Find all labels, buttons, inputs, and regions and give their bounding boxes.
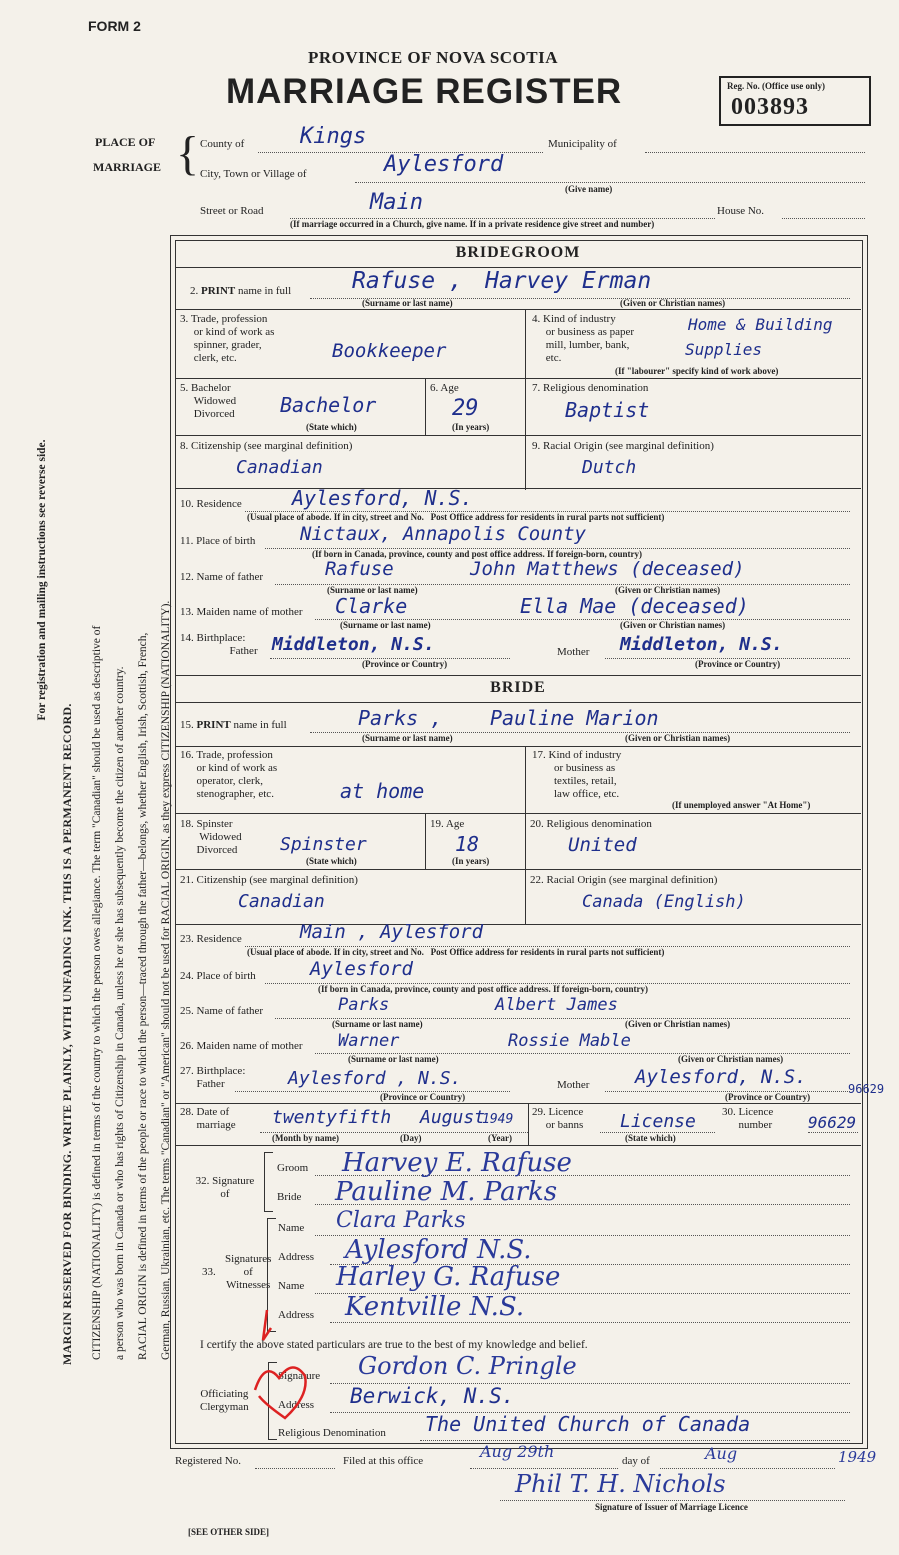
margin-line-3: CITIZENSHIP (NATIONALITY) is defined in terms of the country to which the person owes allegiance. The term "Canadian" should be used as descriptive of bbox=[91, 625, 103, 1360]
groom-trade: Bookkeeper bbox=[332, 340, 447, 362]
field-24-num: 24. bbox=[180, 970, 194, 982]
groom-surname: Rafuse , bbox=[352, 268, 463, 294]
margin-line-1: For registration and mailing instructions see reverse side. bbox=[36, 439, 48, 721]
bride-mother-label: Maiden name of mother bbox=[196, 1040, 303, 1052]
red-check-marks bbox=[245, 1300, 325, 1430]
reg-note: (Office use only) bbox=[762, 81, 825, 91]
groom-birthplace-label: Place of birth bbox=[196, 535, 256, 547]
field-11-num: 11. bbox=[180, 535, 194, 547]
registered-label: Registered No. bbox=[175, 1455, 241, 1467]
groom-religion-label: Religious denomination bbox=[543, 382, 649, 394]
licence-margin-number: 96629 bbox=[848, 1082, 885, 1096]
w2-address: Kentville N.S. bbox=[345, 1292, 525, 1322]
groom-industry-1: Home & Building bbox=[688, 315, 833, 334]
groom-surname-note: (Surname or last name) bbox=[362, 298, 453, 308]
groom-given-note: (Given or Christian names) bbox=[620, 298, 726, 308]
denomination-label: Religious Denomination bbox=[278, 1427, 386, 1439]
margin-line-2: MARGIN RESERVED FOR BINDING. WRITE PLAINLY, WITH UNFADING INK. THIS IS A PERMANENT RECORD. bbox=[60, 703, 74, 1365]
bride-citizenship-label: Citizenship (see marginal definition) bbox=[196, 874, 358, 886]
field-19-num: 19. bbox=[430, 818, 444, 830]
field-23-num: 23. bbox=[180, 933, 194, 945]
groom-sig-label: Groom bbox=[277, 1162, 309, 1174]
field-10-num: 10. bbox=[180, 498, 194, 510]
bride-mother-birth: Aylesford, N.S. bbox=[635, 1066, 807, 1088]
bridegroom-heading: BRIDEGROOM bbox=[455, 244, 581, 261]
sig-label: 32. Signature of bbox=[195, 1175, 255, 1200]
bride-father-given-note: (Given or Christian names) bbox=[625, 1019, 731, 1029]
groom-mother-birth: Middleton, N.S. bbox=[620, 634, 783, 655]
bride-racial: Canada (English) bbox=[582, 892, 746, 912]
bride-age: 18 bbox=[455, 832, 480, 856]
w2-address-label: Address bbox=[278, 1309, 315, 1321]
margin-line-4: a person who was born in Canada or who has rights of Citizenship in Canada, unless he or she has subsequently become the citizen of another country. bbox=[114, 666, 126, 1360]
bride-given-note: (Given or Christian names) bbox=[625, 733, 731, 743]
labourer-note: (If "labourer" specify kind of work above) bbox=[615, 366, 779, 376]
field-21-num: 21. bbox=[180, 874, 194, 886]
groom-father-given: John Matthews (deceased) bbox=[470, 558, 745, 580]
clergy-address-label: Address bbox=[278, 1399, 315, 1411]
give-name-note: (Give name) bbox=[565, 184, 613, 194]
groom-status-label: 5. Bachelor Widowed Divorced bbox=[180, 382, 237, 420]
bride-print-label: PRINT bbox=[196, 719, 231, 731]
bride-mother-surname-note: (Surname or last name) bbox=[348, 1054, 439, 1064]
filed-label: Filed at this office bbox=[343, 1455, 424, 1467]
groom-mother-surname-note: (Surname or last name) bbox=[340, 620, 431, 630]
bride-signature: Pauline M. Parks bbox=[335, 1177, 558, 1207]
field-15-num: 15. bbox=[180, 719, 194, 731]
clergy-signature: Gordon C. Pringle bbox=[358, 1352, 577, 1380]
licence-label: 29. Licence or banns bbox=[532, 1106, 584, 1131]
groom-born-note: (If born in Canada, province, county and post office address. If foreign-born, country) bbox=[312, 549, 643, 559]
filed-month: Aug bbox=[705, 1444, 738, 1463]
bride-abode-note: (Usual place of abode. If in city, street and No. Post Office address for residents in rural parts not sufficient) bbox=[247, 947, 665, 957]
bride-status: Spinster bbox=[280, 834, 367, 855]
bride-sig-label: Bride bbox=[277, 1191, 302, 1203]
bride-racial-label: Racial Origin (see marginal definition) bbox=[546, 874, 718, 886]
bride-in-years: (In years) bbox=[452, 856, 490, 866]
bride-heading: BRIDE bbox=[490, 679, 546, 696]
field-13-num: 13. bbox=[180, 606, 194, 618]
groom-birthplace: Nictaux, Annapolis County bbox=[300, 523, 586, 545]
groom-abode-note: (Usual place of abode. If in city, street and No. Post Office address for residents in rural parts not sufficient) bbox=[247, 512, 665, 522]
groom-religion: Baptist bbox=[565, 398, 650, 422]
groom-given: Harvey Erman bbox=[485, 268, 652, 294]
licence-state-note: (State which) bbox=[625, 1133, 676, 1143]
groom-birthplaces-label: 14. Birthplace: Father bbox=[180, 632, 258, 657]
street-value: Main bbox=[370, 190, 423, 215]
margin-line-6: German, Russian, Ukrainian, etc. The terms "Canadian" or "American" should not be used for RACIAL ORIGIN, as they express CITIZENSHIP (NATIONALITY). bbox=[160, 600, 172, 1360]
groom-father-birth: Middleton, N.S. bbox=[272, 634, 435, 655]
margin-instructions bbox=[36, 120, 48, 1360]
field-22-num: 22. bbox=[530, 874, 544, 886]
certify-statement: I certify the above stated particulars are true to the best of my knowledge and belief. bbox=[200, 1339, 588, 1351]
bride-trade-label: 16. Trade, profession or kind of work as operator, clerk, stenographer, etc. bbox=[180, 749, 278, 800]
field-2-num: 2. bbox=[190, 285, 199, 297]
province-heading: PROVINCE OF NOVA SCOTIA bbox=[308, 48, 559, 67]
field-9-num: 9. bbox=[532, 440, 541, 452]
groom-status: Bachelor bbox=[280, 393, 377, 417]
groom-racial: Dutch bbox=[582, 457, 637, 478]
groom-citizenship: Canadian bbox=[236, 457, 323, 478]
issuer-signature: Phil T. H. Nichols bbox=[515, 1470, 726, 1498]
bride-age-label: Age bbox=[445, 818, 465, 830]
bride-state-which: (State which) bbox=[306, 856, 357, 866]
margin-line-5: RACIAL ORIGIN is defined in terms of the people or race to which the person—traced through the father—belongs, whether English, Irish, Scottish, French, bbox=[137, 632, 149, 1360]
bride-religion-label: Religious denomination bbox=[546, 818, 652, 830]
bride-father-surname-note: (Surname or last name) bbox=[332, 1019, 423, 1029]
marriage-year-value: 1949 bbox=[482, 1112, 514, 1127]
document-title: MARRIAGE REGISTER bbox=[226, 72, 623, 111]
groom-mother-given-note: (Given or Christian names) bbox=[620, 620, 726, 630]
marriage-day-value: twentyfifth bbox=[272, 1107, 392, 1128]
w1-address-label: Address bbox=[278, 1251, 315, 1263]
sig-brace bbox=[264, 1152, 273, 1212]
w2-name-label: Name bbox=[278, 1280, 305, 1292]
filed-day: Aug 29th bbox=[480, 1442, 555, 1461]
issuer-label: Signature of Issuer of Marriage Licence bbox=[595, 1502, 748, 1512]
church-note: (If marriage occurred in a Church, give name. If in a private residence give street and number) bbox=[290, 219, 655, 229]
reg-number: 003893 bbox=[731, 94, 809, 120]
bride-father-prov-note: (Province or Country) bbox=[380, 1092, 466, 1102]
groom-citizenship-label: Citizenship (see marginal definition) bbox=[191, 440, 353, 452]
clergy-address: Berwick, N.S. bbox=[350, 1384, 515, 1408]
form-number: FORM 2 bbox=[88, 18, 141, 34]
groom-age: 29 bbox=[452, 396, 479, 421]
bride-mother-given-note: (Given or Christian names) bbox=[678, 1054, 784, 1064]
bride-given: Pauline Marion bbox=[490, 706, 659, 730]
bride-born-note: (If born in Canada, province, county and post office address. If foreign-born, country) bbox=[318, 984, 649, 994]
field-33-num: 33. bbox=[202, 1266, 216, 1278]
groom-father-label: Name of father bbox=[196, 571, 264, 583]
bride-name-in-full-label: name in full bbox=[233, 719, 287, 731]
bride-birthplace-label: Place of birth bbox=[196, 970, 256, 982]
name-in-full-label: name in full bbox=[237, 285, 292, 297]
groom-mother-label: Maiden name of mother bbox=[196, 606, 303, 618]
city-value: Aylesford bbox=[384, 152, 504, 177]
field-7-num: 7. bbox=[532, 382, 541, 394]
day-of-label: day of bbox=[622, 1455, 650, 1467]
groom-mother-surname: Clarke bbox=[335, 594, 408, 618]
bride-trade: at home bbox=[340, 779, 425, 803]
groom-state-which: (State which) bbox=[306, 422, 357, 432]
field-20-num: 20. bbox=[530, 818, 544, 830]
unemployed-note: (If unemployed answer "At Home") bbox=[672, 800, 811, 810]
margin-binding bbox=[60, 405, 75, 1365]
clergy-sig-label: Signature bbox=[278, 1370, 321, 1382]
filed-year: 1949 bbox=[838, 1448, 877, 1466]
place-label-2: MARRIAGE bbox=[93, 160, 161, 174]
bride-birthplaces-label: 27. Birthplace: Father bbox=[180, 1065, 246, 1090]
bride-status-label: 18. Spinster Widowed Divorced bbox=[180, 818, 242, 856]
groom-father-prov-note: (Province or Country) bbox=[362, 659, 448, 669]
bride-mother-prov-note: (Province or Country) bbox=[725, 1092, 811, 1102]
bride-surname-note: (Surname or last name) bbox=[362, 733, 453, 743]
municipality-label: Municipality of bbox=[548, 138, 617, 150]
bride-mother-birth-label: Mother bbox=[557, 1079, 590, 1091]
bride-father-surname: Parks bbox=[338, 995, 390, 1015]
day-note: (Day) bbox=[400, 1133, 422, 1143]
bride-father-label: Name of father bbox=[196, 1005, 264, 1017]
w2-name: Harley G. Rafuse bbox=[336, 1262, 561, 1292]
bride-mother-given: Rossie Mable bbox=[508, 1031, 631, 1051]
marriage-month-value: August bbox=[420, 1107, 486, 1128]
groom-industry-label: 4. Kind of industry or business as paper mill, lumber, bank, etc. bbox=[532, 313, 635, 364]
licence-value: License bbox=[620, 1111, 696, 1132]
field-12-num: 12. bbox=[180, 571, 194, 583]
licence-number-label: 30. Licence number bbox=[722, 1106, 774, 1131]
groom-signature: Harvey E. Rafuse bbox=[342, 1148, 572, 1178]
w1-name: Clara Parks bbox=[336, 1208, 466, 1233]
margin-definitions bbox=[86, 260, 178, 1360]
bride-residence: Main , Aylesford bbox=[300, 921, 484, 943]
reg-label: Reg. No. bbox=[727, 81, 760, 91]
house-label: House No. bbox=[717, 205, 765, 217]
bride-father-given: Albert James bbox=[495, 995, 618, 1015]
bride-mother-surname: Warner bbox=[338, 1031, 400, 1051]
print-label: PRINT bbox=[201, 285, 236, 297]
marriage-date-label: 28. Date of marriage bbox=[180, 1106, 236, 1131]
bride-industry-label: 17. Kind of industry or business as textiles, retail, law office, etc. bbox=[532, 749, 622, 800]
county-value: Kings bbox=[300, 124, 367, 149]
see-other-side: [SEE OTHER SIDE] bbox=[188, 1527, 270, 1537]
groom-father-given-note: (Given or Christian names) bbox=[615, 585, 721, 595]
groom-racial-label: Racial Origin (see marginal definition) bbox=[543, 440, 714, 452]
groom-residence: Aylesford, N.S. bbox=[292, 486, 473, 510]
groom-mother-birth-label: Mother bbox=[557, 646, 590, 658]
reg-number-box bbox=[719, 76, 871, 126]
w1-name-label: Name bbox=[278, 1222, 305, 1234]
groom-age-label: Age bbox=[440, 382, 459, 394]
place-label-1: PLACE OF bbox=[95, 135, 156, 149]
bride-religion: United bbox=[568, 834, 637, 856]
place-brace: { bbox=[176, 127, 200, 180]
month-note: (Month by name) bbox=[272, 1133, 339, 1143]
groom-father-surname: Rafuse bbox=[325, 558, 394, 580]
bride-residence-label: Residence bbox=[196, 933, 242, 945]
groom-in-years: (In years) bbox=[452, 422, 490, 432]
city-label: City, Town or Village of bbox=[200, 168, 307, 180]
officiating-label: Officiating Clergyman bbox=[200, 1388, 249, 1413]
w1-address: Aylesford N.S. bbox=[345, 1235, 532, 1265]
bride-birthplace: Aylesford bbox=[310, 958, 413, 980]
groom-trade-label: 3. Trade, profession or kind of work as spinner, grader, clerk, etc. bbox=[180, 313, 275, 364]
groom-residence-label: Residence bbox=[196, 498, 242, 510]
groom-industry-2: Supplies bbox=[685, 340, 763, 359]
year-note: (Year) bbox=[488, 1133, 512, 1143]
county-label: County of bbox=[200, 138, 245, 150]
bride-citizenship: Canadian bbox=[238, 891, 325, 912]
licence-number-value: 96629 bbox=[808, 1113, 857, 1132]
bride-father-birth: Aylesford , N.S. bbox=[288, 1068, 462, 1089]
groom-mother-given: Ella Mae (deceased) bbox=[520, 594, 749, 618]
field-6-num: 6. bbox=[430, 382, 439, 394]
field-25-num: 25. bbox=[180, 1005, 194, 1017]
groom-mother-prov-note: (Province or Country) bbox=[695, 659, 781, 669]
groom-father-surname-note: (Surname or last name) bbox=[327, 585, 418, 595]
street-label: Street or Road bbox=[200, 205, 264, 217]
field-8-num: 8. bbox=[180, 440, 189, 452]
witness-label: Signatures of Witnesses bbox=[225, 1253, 272, 1291]
field-26-num: 26. bbox=[180, 1040, 194, 1052]
bride-surname: Parks , bbox=[358, 706, 443, 730]
denomination-value: The United Church of Canada bbox=[425, 1412, 751, 1436]
